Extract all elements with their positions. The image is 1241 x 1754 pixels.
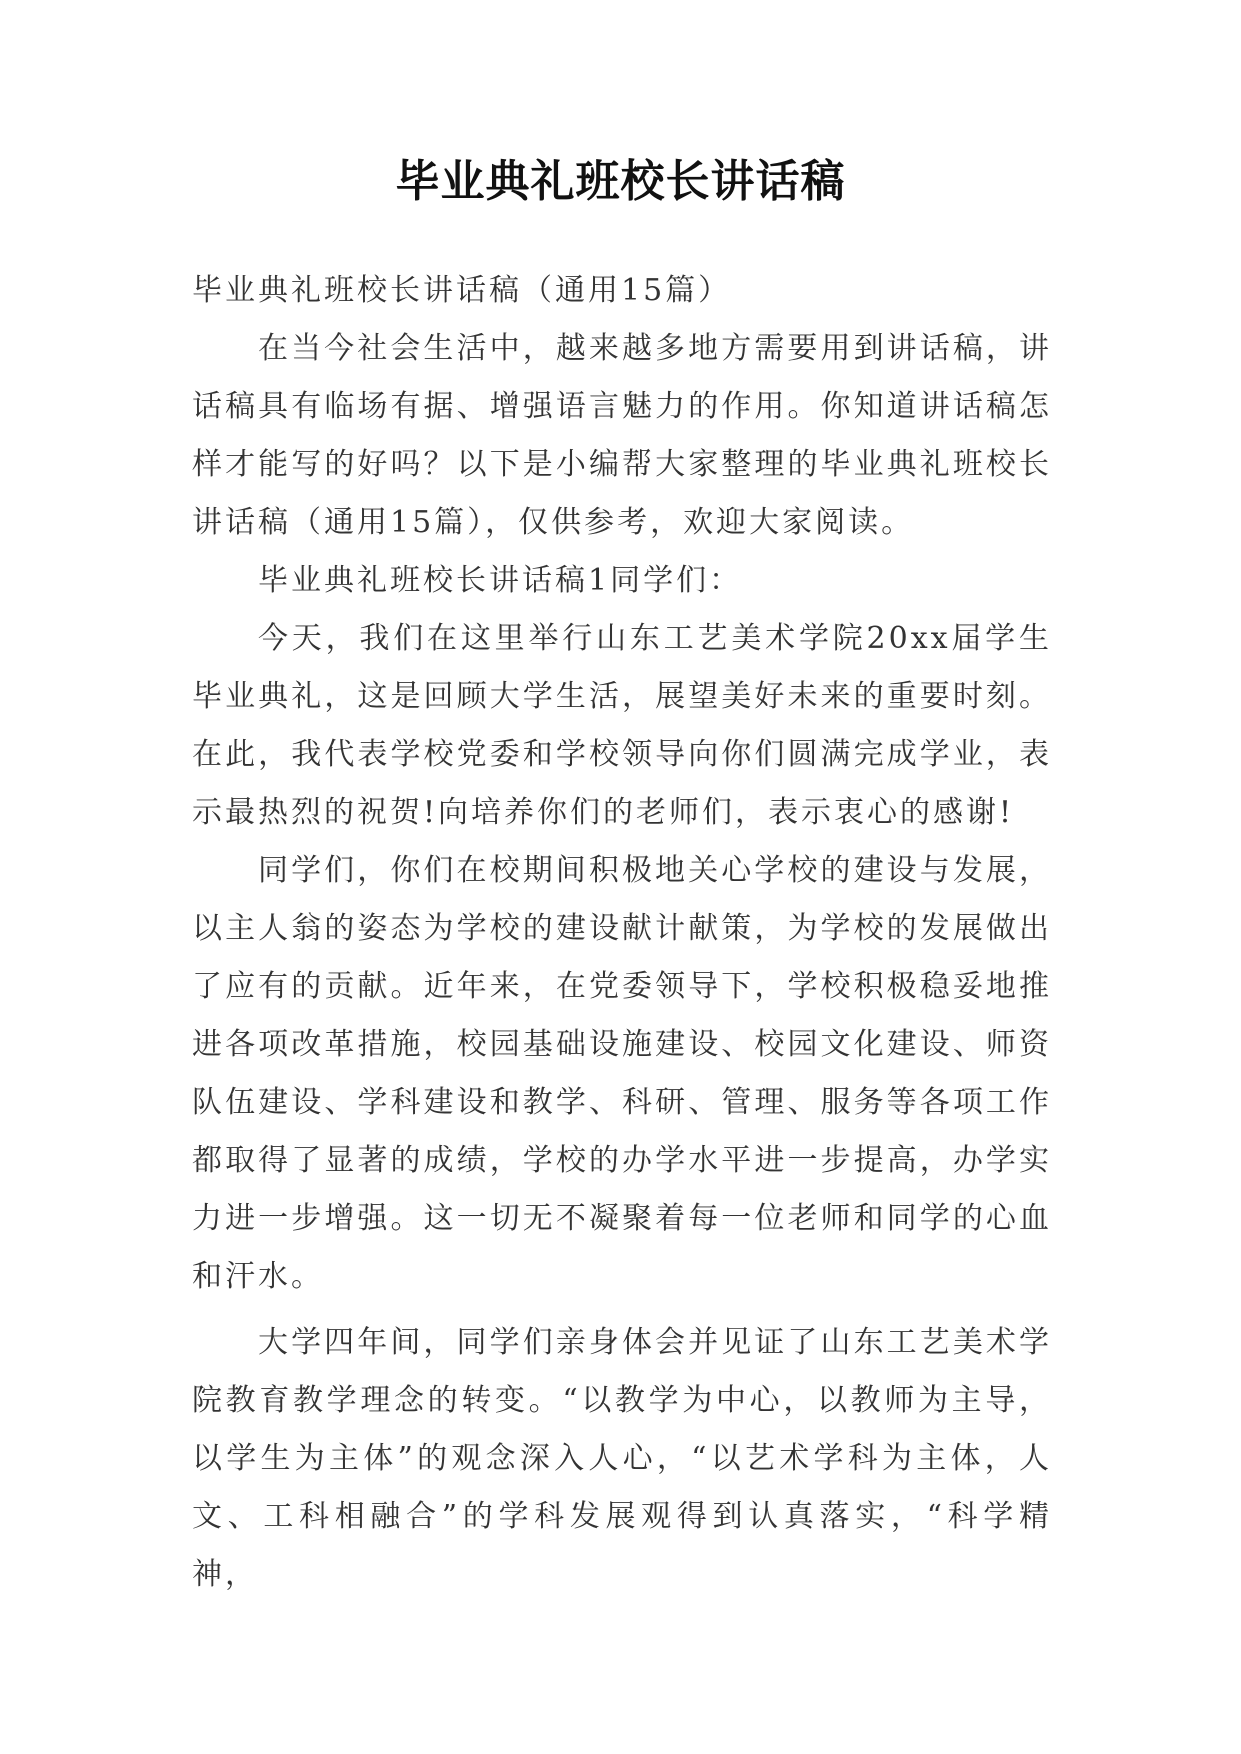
paragraph-intro: 在当今社会生活中，越来越多地方需要用到讲话稿，讲话稿具有临场有据、增强语言魅力的作用。你知道讲话稿怎样才能写的好吗？以下是小编帮大家整理的毕业典礼班校长讲话稿（通用15篇），仅供参考，欢迎大家阅读。 bbox=[192, 331, 1052, 540]
paragraph-greeting: 毕业典礼班校长讲话稿1同学们： bbox=[258, 563, 743, 598]
paragraph-congratulations: 今天，我们在这里举行山东工艺美术学院20xx届学生毕业典礼，这是回顾大学生活，展望美好未来的重要时刻。在此，我代表学校党委和学校领导向你们圆满完成学业，表示最热烈的祝贺!向培养你们的老师们，表示衷心的感谢! bbox=[192, 621, 1052, 830]
document-title: 毕业典礼班校长讲话稿 bbox=[395, 156, 846, 207]
paragraph-education-concept: 大学四年间，同学们亲身体会并见证了山东工艺美术学院教育教学理念的转变。“以教学为中心，以教师为主导，以学生为主体”的观念深入人心，“以艺术学科为主体，人文、工科相融合”的学科发展观得到认真落实，“科学精神， bbox=[192, 1325, 1052, 1592]
paragraph-school-development: 同学们，你们在校期间积极地关心学校的建设与发展，以主人翁的姿态为学校的建设献计献策，为学校的发展做出了应有的贡献。近年来，在党委领导下，学校积极稳妥地推进各项改革措施，校园基础设施建设、校园文化建设、师资队伍建设、学科建设和教学、科研、管理、服务等各项工作都取得了显著的成绩，学校的办学水平进一步提高，办学实力进一步增强。这一切无不凝聚着每一位老师和同学的心血和汗水。 bbox=[192, 853, 1052, 1294]
document-body bbox=[192, 262, 1052, 1604]
document-subtitle: 毕业典礼班校长讲话稿（通用15篇） bbox=[192, 273, 732, 308]
